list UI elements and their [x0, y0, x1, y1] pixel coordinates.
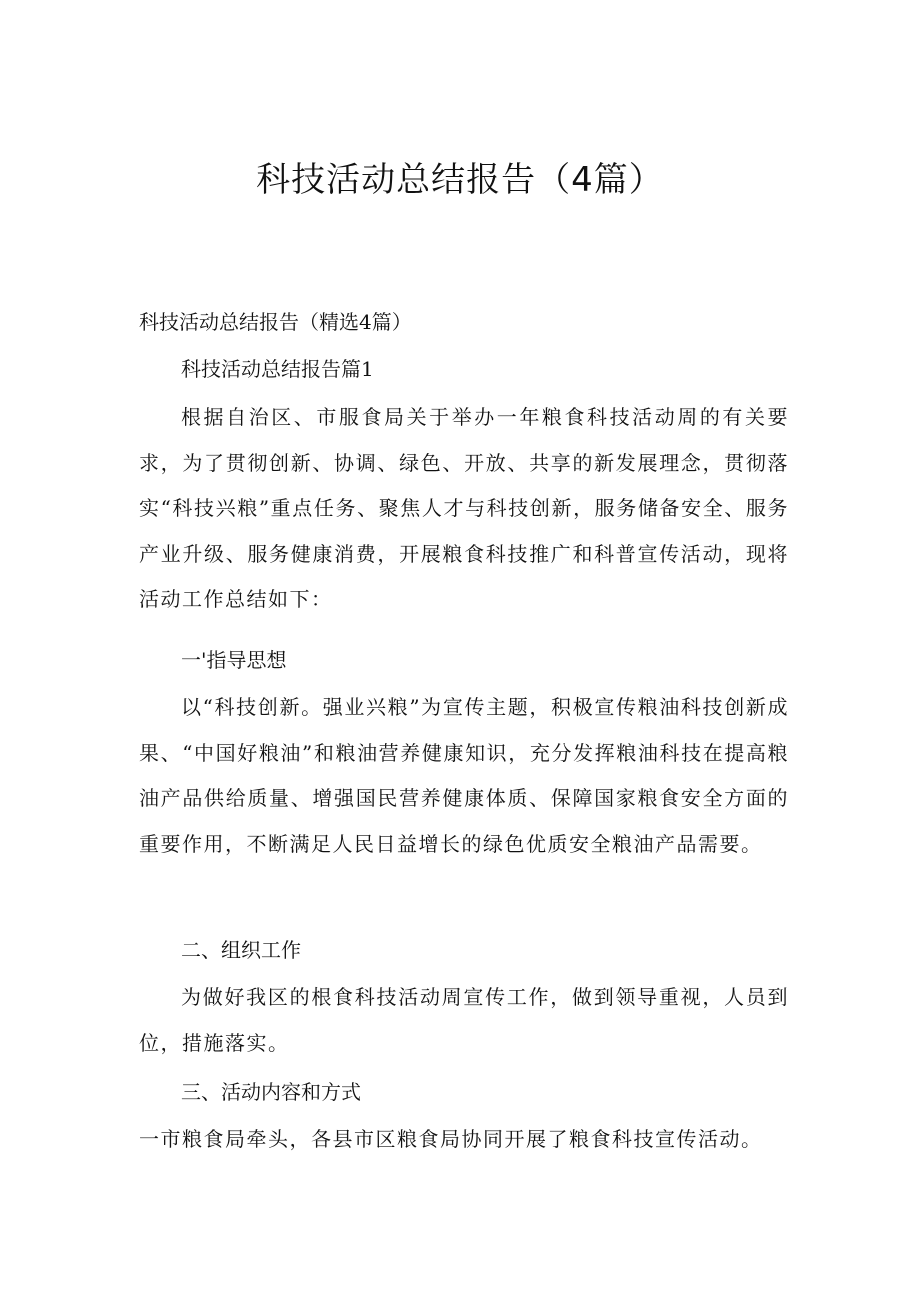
paragraph-guiding-principle: 以“科技创新。强业兴粮”为宣传主题，积极宣传粮油科技创新成果、“中国好粮油”和粮油营养健康知识，充分发挥粮油科技在提高粮油产品供给质量、增强国民营养健康体质、保障国家粮食安全方面的重要作用，不断满足人民日益增长的绿色优质安全粮油产品需要。: [139, 695, 789, 856]
heading-organization: 二、组织工作: [181, 938, 301, 962]
closing-line: 一市粮食局牵头，各县市区粮食局协同开展了粮食科技宣传活动。: [139, 1127, 763, 1151]
section-heading: 科技活动总结报告篇1: [181, 357, 374, 381]
heading-activities: 三、活动内容和方式: [181, 1080, 361, 1104]
document-subtitle: 科技活动总结报告（精选4篇）: [139, 310, 412, 334]
heading-guiding-principle: 一'指导思想: [181, 648, 287, 672]
document-title: 科技活动总结报告（4篇）: [256, 160, 664, 200]
intro-paragraph: 根据自治区、市服食局关于举办一年粮食科技活动周的有关要求，为了贯彻创新、协调、绿色、开放、共享的新发展理念，贯彻落实“科技兴粮”重点任务、聚焦人才与科技创新，服务储备安全、服务产业升级、服务健康消费，开展粮食科技推广和科普宣传活动，现将活动工作总结如下：: [139, 405, 789, 612]
paragraph-organization: 为做好我区的根食科技活动周宣传工作，做到领导重视，人员到位，措施落实。: [139, 985, 789, 1055]
